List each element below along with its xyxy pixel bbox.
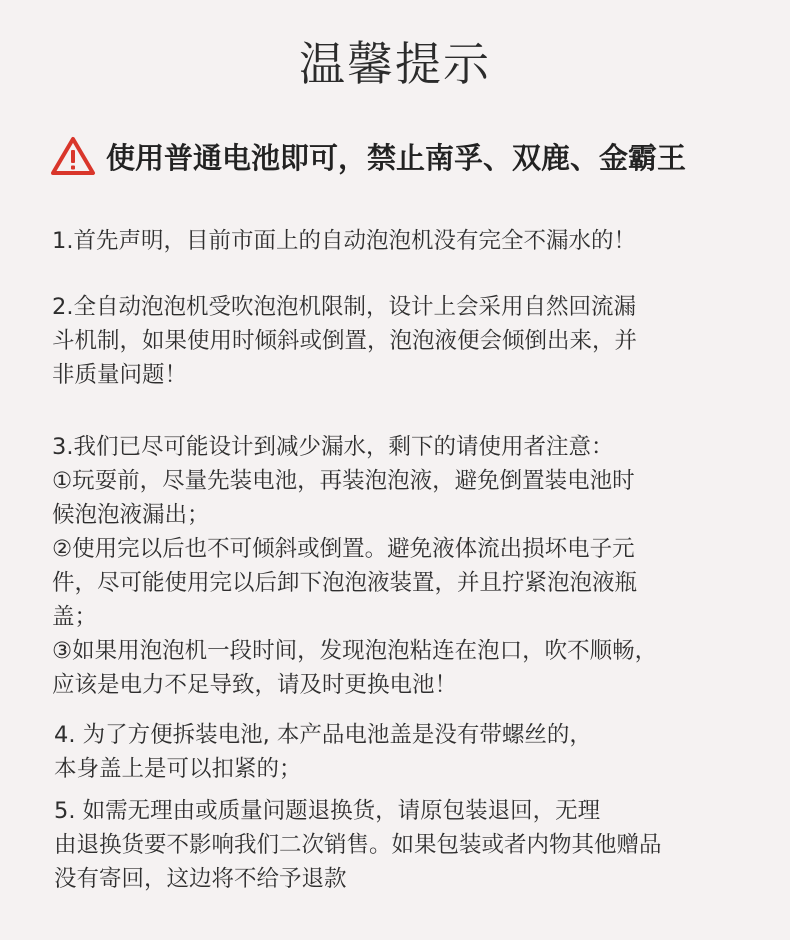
notice-line: 盖；	[52, 604, 98, 630]
notice-line: 由退换货要不影响我们二次销售。如果包装或者内物其他赠品	[54, 832, 662, 858]
warning-triangle-icon	[50, 136, 96, 176]
notice-item-4	[54, 718, 744, 786]
notice-item-2	[52, 290, 742, 392]
notice-line: 应该是电力不足导致，请及时更换电池！	[52, 672, 458, 698]
notice-line: 斗机制，如果使用时倾斜或倒置，泡泡液便会倾倒出来，并	[52, 328, 638, 354]
notice-item-5	[54, 794, 744, 896]
notice-line: 5. 如需无理由或质量问题退换货，请原包装退回，无理	[54, 798, 601, 824]
notice-line: ③如果用泡泡机一段时间，发现泡泡粘连在泡口，吹不顺畅，	[52, 638, 658, 664]
notice-line: 3.我们已尽可能设计到减少漏水，剩下的请使用者注意：	[52, 434, 614, 460]
notice-line: ①玩耍前，尽量先装电池，再装泡泡液，避免倒置装电池时	[52, 468, 635, 494]
notice-item-3	[52, 430, 742, 702]
notice-item-1	[52, 224, 742, 258]
warning-text: 使用普通电池即可，禁止南孚、双鹿、金霸王	[106, 140, 687, 175]
notice-line: 1.首先声明，目前市面上的自动泡泡机没有完全不漏水的！	[52, 228, 636, 254]
notice-line: 4. 为了方便拆装电池, 本产品电池盖是没有带螺丝的，	[54, 722, 592, 748]
notice-line: 件，尽可能使用完以后卸下泡泡液装置，并且拧紧泡泡液瓶	[52, 570, 638, 596]
notice-line: 非质量问题！	[52, 362, 188, 388]
notice-line: 候泡泡液漏出；	[52, 502, 210, 528]
notice-line: 2.全自动泡泡机受吹泡泡机限制，设计上会采用自然回流漏	[52, 294, 636, 320]
notice-line: ②使用完以后也不可倾斜或倒置。避免液体流出损坏电子元	[52, 536, 635, 562]
notice-line: 没有寄回，这边将不给予退款	[54, 866, 347, 892]
notice-line: 本身盖上是可以扣紧的；	[54, 756, 302, 782]
page-title: 温馨提示	[299, 37, 491, 91]
battery-warning	[50, 134, 770, 178]
